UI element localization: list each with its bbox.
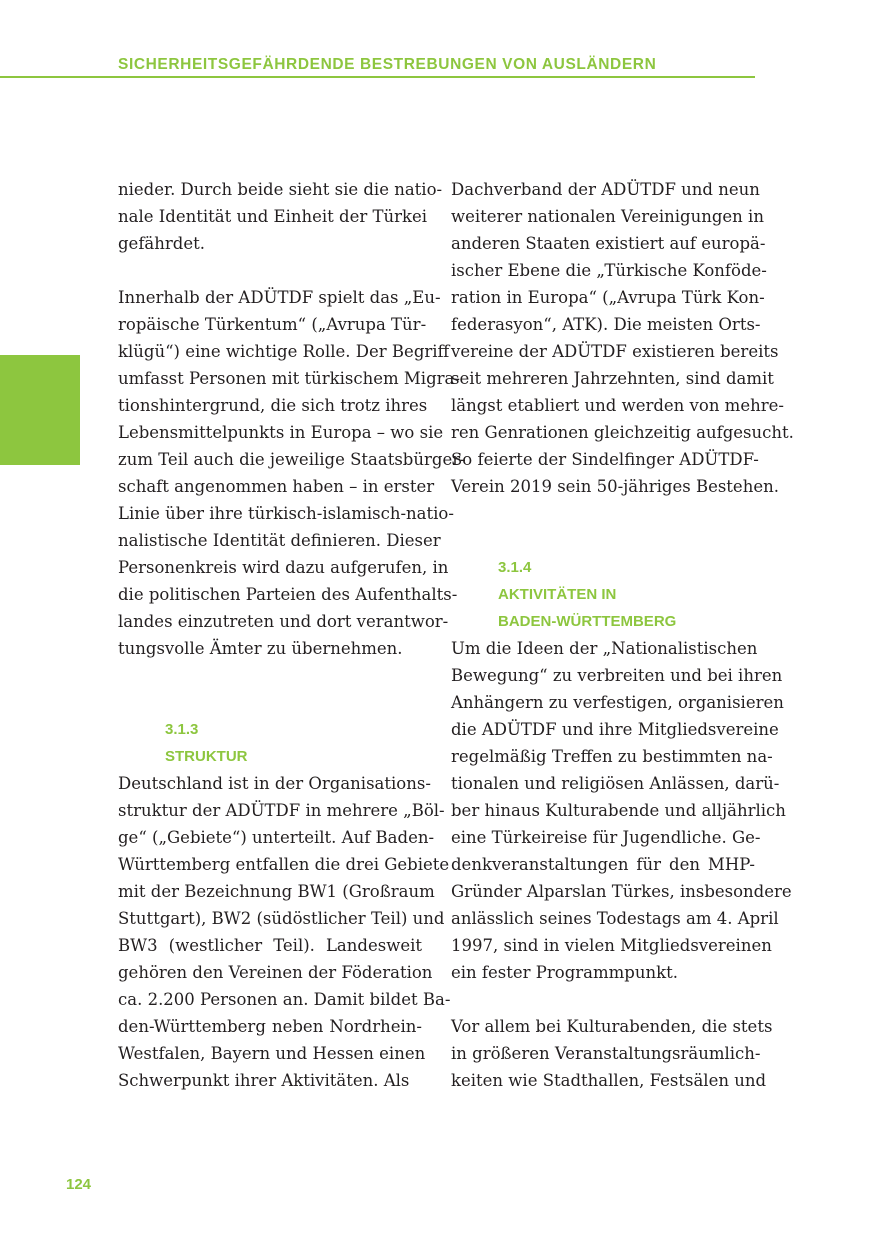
text-line: Vor allem bei Kulturabenden, die stets [451, 1017, 773, 1036]
text-line: ge“ („Gebiete“) unterteilt. Auf Baden- [118, 828, 435, 847]
text-line: Gründer Alparslan Türkes, insbesondere [451, 882, 792, 901]
text-line: struktur der ADÜTDF in mehrere „Böl- [118, 801, 445, 820]
left-column [118, 176, 466, 1094]
paragraph [118, 176, 443, 257]
text-line: ren Genrationen gleichzeitig aufgesucht. [451, 423, 794, 442]
text-line: Dachverband der ADÜTDF und neun [451, 180, 760, 199]
text-line: umfasst Personen mit türkischem Migra- [118, 369, 460, 388]
paragraph [451, 1013, 773, 1094]
text-line: vereine der ADÜTDF existieren bereits [451, 342, 779, 361]
running-header: SICHERHEITSGEFÄHRDENDE BESTREBUNGEN VON AUSLÄNDERN [118, 56, 657, 73]
text-line: nieder. Durch beide sieht sie die natio- [118, 180, 443, 199]
text-line: Um die Ideen der „Nationalistischen [451, 639, 758, 658]
text-line: weiterer nationalen Vereinigungen in [451, 207, 764, 226]
text-line: gehören den Vereinen der Föderation [118, 963, 433, 982]
text-line: ber hinaus Kulturabende und alljährlich [451, 801, 786, 820]
text-line: Bewegung“ zu verbreiten und bei ihren [451, 666, 783, 685]
text-line: Verein 2019 sein 50-jähriges Bestehen. [451, 477, 779, 496]
text-line: klügü“) eine wichtige Rolle. Der Begriff [118, 342, 450, 361]
text-line: Stuttgart), BW2 (südöstlicher Teil) und [118, 909, 445, 928]
text-line: Schwerpunkt ihrer Aktivitäten. Als [118, 1071, 410, 1090]
text-line: den-Württemberg neben Nordrhein- [118, 1017, 422, 1036]
section-number: 3.1.4 [498, 559, 532, 576]
page-number: 124 [66, 1176, 92, 1193]
text-line: mit der Bezeichnung BW1 (Großraum [118, 882, 435, 901]
text-line: anderen Staaten existiert auf europä- [451, 234, 766, 253]
paragraph [451, 635, 792, 986]
text-line: schaft angenommen haben – in erster [118, 477, 435, 496]
text-line: federasyon“, ATK). Die meisten Orts- [451, 315, 761, 334]
right-column [451, 176, 794, 1094]
text-line: eine Türkeireise für Jugendliche. Ge- [451, 828, 761, 847]
text-line: tionalen und religiösen Anlässen, darü- [451, 774, 780, 793]
text-line: in größeren Veranstaltungsräumlich- [451, 1044, 761, 1063]
section-title: STRUKTUR [165, 748, 248, 765]
paragraph [118, 284, 466, 662]
paragraph [451, 176, 794, 500]
paragraph [118, 770, 451, 1094]
text-line: ration in Europa“ („Avrupa Türk Kon- [451, 288, 765, 307]
text-line: nalistische Identität definieren. Dieser [118, 531, 441, 550]
header-rule [0, 76, 755, 78]
section-title: AKTIVITÄTEN IN [498, 586, 617, 603]
text-line: Württemberg entfallen die drei Gebiete [118, 855, 450, 874]
text-line: keiten wie Stadthallen, Festsälen und [451, 1071, 767, 1090]
text-line: die politischen Parteien des Aufenthalts- [118, 585, 458, 604]
text-line: landes einzutreten und dort verantwor- [118, 612, 449, 631]
text-line: Lebensmittelpunkts in Europa – wo sie [118, 423, 444, 442]
text-line: anlässlich seines Todestags am 4. April [451, 909, 779, 928]
text-line: tionshintergrund, die sich trotz ihres [118, 396, 428, 415]
text-line: Personenkreis wird dazu aufgerufen, in [118, 558, 449, 577]
text-line: tungsvolle Ämter zu übernehmen. [118, 639, 403, 658]
text-line: ropäische Türkentum“ („Avrupa Tür- [118, 315, 427, 334]
text-line: längst etabliert und werden von mehre- [451, 396, 784, 415]
text-line: regelmäßig Treffen zu bestimmten na- [451, 747, 773, 766]
text-line: Innerhalb der ADÜTDF spielt das „Eu- [118, 288, 441, 307]
text-line: Deutschland ist in der Organisations- [118, 774, 431, 793]
text-line: die ADÜTDF und ihre Mitgliedsvereine [451, 720, 779, 739]
text-line: ein fester Programmpunkt. [451, 963, 678, 982]
chapter-side-tab [0, 355, 80, 465]
section-title: BADEN-WÜRTTEMBERG [498, 613, 677, 630]
text-line: So feierte der Sindelfinger ADÜTDF- [451, 450, 759, 469]
text-line: Linie über ihre türkisch-islamisch-natio- [118, 504, 454, 523]
text-line: 1997, sind in vielen Mitgliedsvereinen [451, 936, 772, 955]
text-line: ischer Ebene die „Türkische Konföde- [451, 261, 767, 280]
text-line: zum Teil auch die jeweilige Staatsbürger- [118, 450, 466, 469]
text-line: seit mehreren Jahrzehnten, sind damit [451, 369, 774, 388]
text-line: nale Identität und Einheit der Türkei [118, 207, 428, 226]
text-line: denkveranstaltungen für den MHP- [451, 855, 755, 874]
section-number: 3.1.3 [165, 721, 199, 738]
text-line: Westfalen, Bayern und Hessen einen [118, 1044, 426, 1063]
text-line: ca. 2.200 Personen an. Damit bildet Ba- [118, 990, 451, 1009]
text-line: Anhängern zu verfestigen, organisieren [451, 693, 784, 712]
text-line: BW3 (westlicher Teil). Landesweit [118, 936, 422, 955]
text-line: gefährdet. [118, 234, 205, 253]
